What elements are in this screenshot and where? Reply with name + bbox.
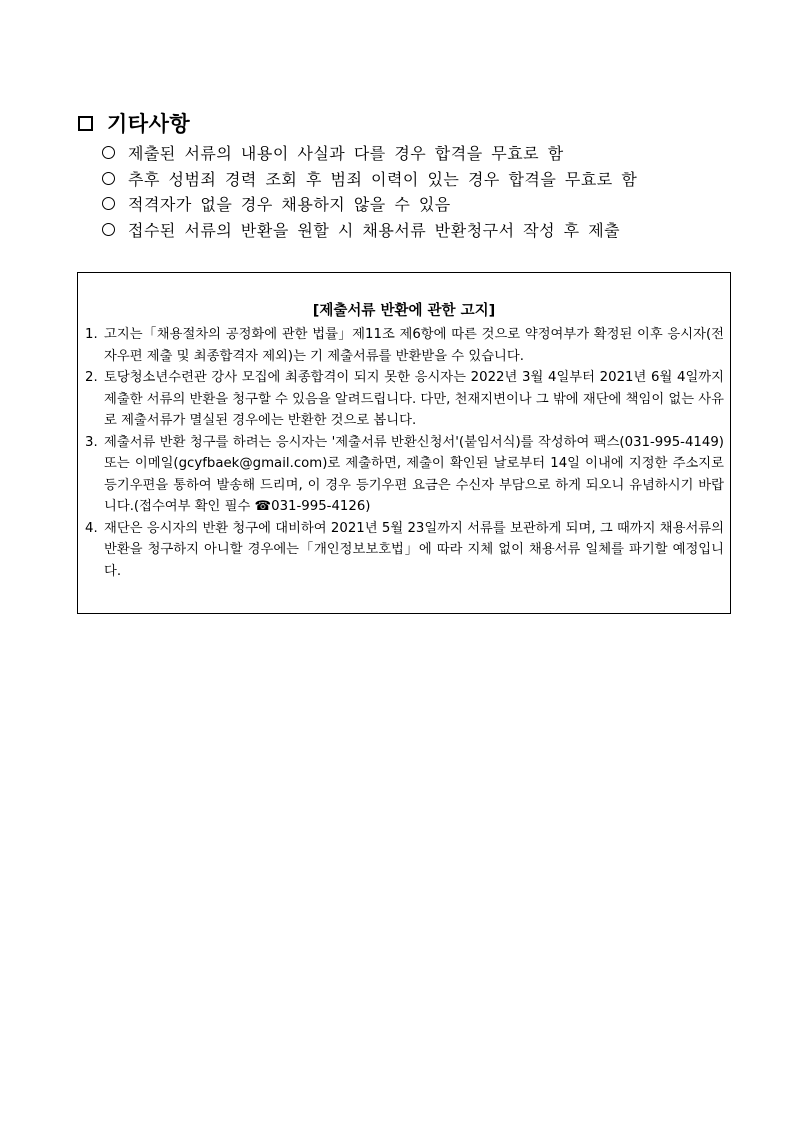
notice-item-text: 토당청소년수련관 강사 모집에 최종합격이 되지 못한 응시자는 2022년 3월 4일부터 2021년 6월 4일까지 제출한 서류의 반환을 청구할 수 있음을 알려드립니다. 다만, 천재지변이나 그 밖에 재단에 책임이 없는 사유로 제출서류가 멸실된 경우에는 반환한 것으로 봅니다. bbox=[104, 370, 724, 428]
list-item-text: 제출된 서류의 내용이 사실과 다를 경우 합격을 무효로 함 bbox=[128, 144, 564, 164]
notice-item-text: 고지는「채용절차의 공정화에 관한 법률」제11조 제6항에 따른 것으로 약정여부가 확정된 이후 응시자(전자우편 제출 및 최종합격자 제외)는 기 제출서류를 반환받을 수 있습니다. bbox=[104, 327, 724, 364]
other-matters-heading-text: 기타사항 bbox=[107, 112, 191, 136]
other-matters-heading bbox=[78, 108, 190, 138]
list-item-text: 추후 성범죄 경력 조회 후 범죄 이력이 있는 경우 합격을 무효로 함 bbox=[128, 169, 638, 189]
notice-item bbox=[85, 367, 728, 432]
notice-item bbox=[85, 432, 728, 518]
list-item bbox=[102, 217, 742, 243]
notice-item bbox=[85, 324, 728, 367]
notice-title: [제출서류 반환에 관한 고지] bbox=[312, 303, 496, 319]
list-item-text: 적격자가 없을 경우 채용하지 않을 수 있음 bbox=[128, 195, 451, 215]
list-item bbox=[102, 140, 742, 166]
notice-item-number: 1. bbox=[85, 327, 98, 342]
list-item-text: 접수된 서류의 반환을 원할 시 채용서류 반환청구서 작성 후 제출 bbox=[128, 220, 621, 240]
list-item bbox=[102, 191, 742, 217]
circle-bullet-icon bbox=[102, 223, 115, 236]
notice-item-text: 제출서류 반환 청구를 하려는 응시자는 '제출서류 반환신청서'(붙임서식)를 작성하여 팩스(031-995-4149) 또는 이메일(gcyfbaek@gmail.com)로 제출하면, 제출이 확인된 날로부터 14일 이내에 지정한 주소지로 등기우편을 통하여 발송해 드리며, 이 경우 등기우편 요금은 수신자 부담으로 하게 되오니 유념하시기 바랍니다.(접수여부 확인 필수 ☎031-995-4126) bbox=[104, 434, 724, 514]
notice-item-number: 2. bbox=[85, 370, 98, 385]
circle-bullet-icon bbox=[102, 172, 115, 185]
circle-bullet-icon bbox=[102, 197, 115, 210]
notice-item-number: 3. bbox=[85, 434, 98, 450]
notice-item-text: 재단은 응시자의 반환 청구에 대비하여 2021년 5월 23일까지 서류를 보관하게 되며, 그 때까지 채용서류의 반환을 청구하지 아니할 경우에는「개인정보보호법」에 따라 지체 없이 채용서류 일체를 파기할 예정입니다. bbox=[104, 520, 724, 579]
notice-item-number: 4. bbox=[85, 520, 98, 536]
notice-list bbox=[85, 324, 728, 582]
circle-bullet-icon bbox=[102, 146, 115, 159]
list-item bbox=[102, 166, 742, 192]
document-return-notice-box bbox=[77, 272, 731, 614]
other-matters-list bbox=[102, 140, 742, 242]
square-bullet-icon bbox=[78, 116, 93, 131]
notice-item bbox=[85, 518, 728, 583]
